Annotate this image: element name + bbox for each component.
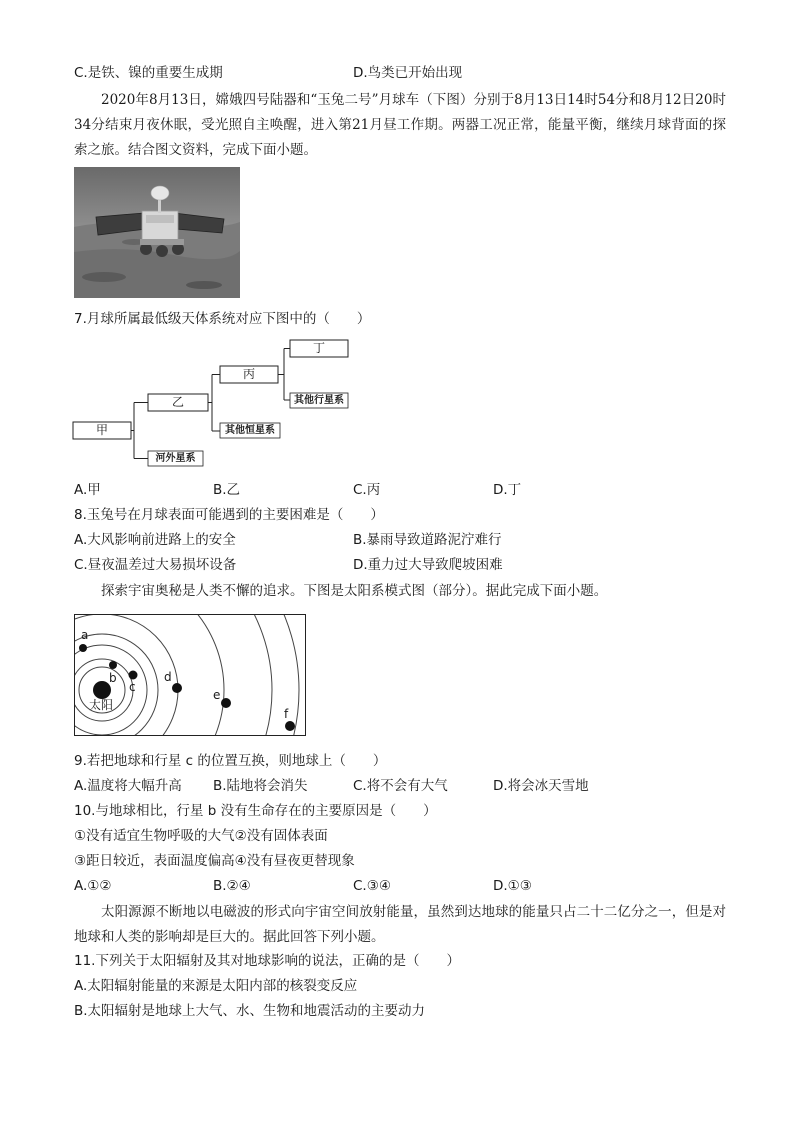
question-10-stem: 10.与地球相比，行星 b 没有生命存在的主要原因是（ ） (74, 803, 437, 819)
label-other-stellar-systems: 其他恒星系 (225, 425, 275, 436)
q8-option-d: D.重力过大导致爬坡困难 (353, 557, 503, 573)
celestial-hierarchy-diagram (72, 336, 362, 472)
question-11-stem: 11.下列关于太阳辐射及其对地球影响的说法，正确的是（ ） (74, 953, 460, 969)
question-8-stem: 8.玉兔号在月球表面可能遇到的主要困难是（ ） (74, 507, 384, 523)
box-bing: 丙 (242, 367, 255, 381)
q8-option-a: A.大风影响前进路上的安全 (74, 532, 236, 548)
yutu-rover-photo (74, 167, 240, 298)
label-other-planetary-systems: 其他行星系 (294, 395, 344, 406)
intro-paragraph-1: 2020年8月13日，嫦娥四号陆器和“玉兔二号”月球车（下图）分别于8月13日14时54分和8月12日20时34分结束月夜休眠，受光照自主唤醒，进入第21月昼工作期。两器工况正常，能量平衡，继续月球背面的探索之旅。结合图文资料，完成下面小题。 (74, 92, 726, 158)
planet-f-label: f (284, 707, 289, 721)
planet-b-label: b (109, 671, 117, 685)
q7-option-a: A.甲 (74, 482, 101, 498)
box-yi: 乙 (171, 395, 184, 409)
q10-option-c: C.③④ (353, 878, 391, 894)
question-7-stem: 7.月球所属最低级天体系统对应下图中的（ ） (74, 311, 371, 327)
box-jia: 甲 (95, 423, 108, 437)
q8-option-b: B.暴雨导致道路泥泞难行 (353, 532, 502, 548)
solar-system-diagram (74, 614, 306, 736)
planet-d-label: d (164, 670, 172, 684)
planet-e-label: e (213, 688, 221, 702)
q8-option-c: C.昼夜温差过大易损坏设备 (74, 557, 237, 573)
planet-c-label: c (129, 680, 136, 694)
q7-option-c: C.丙 (353, 482, 381, 498)
q9-option-c: C.将不会有大气 (353, 778, 448, 794)
box-ding: 丁 (312, 341, 325, 355)
q7-option-d: D.丁 (493, 482, 522, 498)
option-d: D.鸟类已开始出现 (353, 65, 463, 81)
label-extragalactic: 河外星系 (155, 453, 196, 464)
q10-option-a: A.①② (74, 878, 112, 894)
option-c: C.是铁、镍的重要生成期 (74, 65, 223, 81)
q10-option-b: B.②④ (213, 878, 251, 894)
sun-label: 太阳 (89, 698, 114, 712)
q11-option-b: B.太阳辐射是地球上大气、水、生物和地震活动的主要动力 (74, 1003, 426, 1019)
planet-a-label: a (81, 628, 89, 642)
q10-option-d: D.①③ (493, 878, 532, 894)
q9-option-d: D.将会冰天雪地 (493, 778, 589, 794)
q10-statement-line-2: ③距日较近，表面温度偏高④没有昼夜更替现象 (74, 853, 355, 869)
q11-option-a: A.太阳辐射能量的来源是太阳内部的核裂变反应 (74, 978, 358, 994)
q10-statement-line-1: ①没有适宜生物呼吸的大气②没有固体表面 (74, 828, 328, 844)
q9-option-b: B.陆地将会消失 (213, 778, 308, 794)
q7-option-b: B.乙 (213, 482, 241, 498)
intro-paragraph-2: 探索宇宙奥秘是人类不懈的追求。下图是太阳系模式图（部分）。据此完成下面小题。 (101, 583, 608, 599)
q9-option-a: A.温度将大幅升高 (74, 778, 182, 794)
intro-paragraph-3: 太阳源源不断地以电磁波的形式向宇宙空间放射能量，虽然到达地球的能量只占二十二亿分之一，但是对地球和人类的影响却是巨大的。据此回答下列小题。 (74, 904, 726, 945)
question-9-stem: 9.若把地球和行星 c 的位置互换，则地球上（ ） (74, 753, 387, 769)
